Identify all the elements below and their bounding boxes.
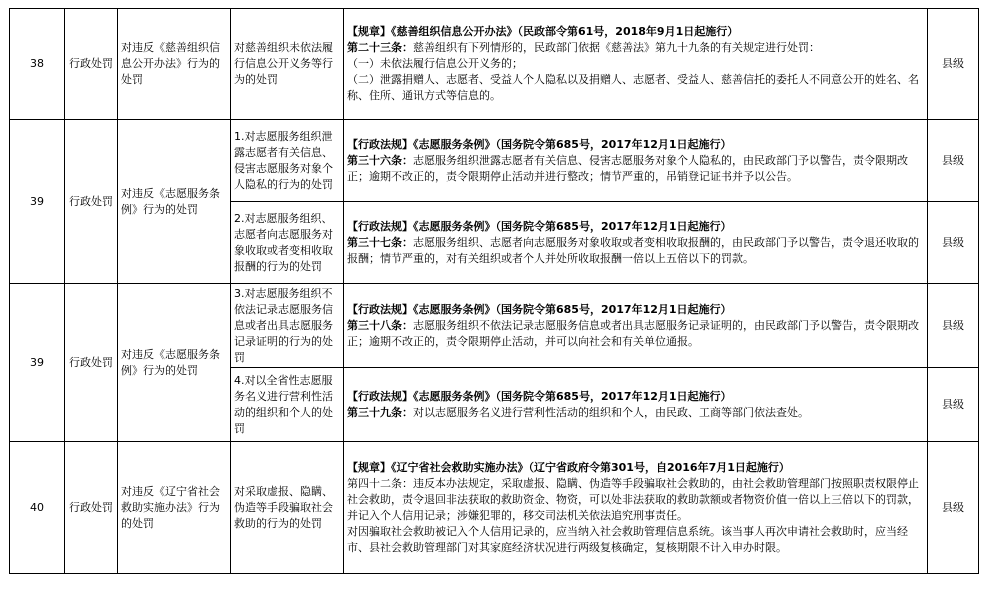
article-line: （二）泄露捐赠人、志愿者、受益人个人隐私以及捐赠人、志愿者、受益人、慈善信托的委托人不同意公开的姓名、名称、住所、通讯方式等信息的。: [347, 73, 919, 102]
penalty-subitem: 2.对志愿服务组织、志愿者向志愿服务对象收取或者变相收取报酬的行为的处罚: [231, 202, 344, 284]
authority-level: 县级: [928, 442, 979, 574]
table-row: [10, 284, 979, 368]
penalty-subitem: 对采取虚报、隐瞒、伪造等手段骗取社会救助的行为的处罚: [231, 442, 344, 574]
basis-head: 【行政法规】《志愿服务条例》（国务院令第685号，2017年12月1日起施行）: [347, 137, 732, 151]
article-text: 志愿服务组织泄露志愿者有关信息、侵害志愿服务对象个人隐私的，由民政部门予以警告，责令限期改正；逾期不改正的，责令限期停止活动并进行整改；情节严重的，吊销登记证书并予以公告。: [347, 153, 908, 183]
article-text: 志愿服务组织不依法记录志愿服务信息或者出具志愿服务记录证明的，由民政部门予以警告，责令限期改正；逾期不改正的，责令限期停止活动，并可以向社会和有关单位通报。: [347, 318, 919, 348]
article-text: 对因骗取社会救助被记入个人信用记录的，应当纳入社会救助管理信息系统。该当事人再次申请社会救助时，应当经市、县社会救助管理部门对其家庭经济状况进行两级复核确定，复核期限不计入申办时限。: [347, 524, 908, 554]
penalty-table: [9, 8, 979, 574]
article-text: 第四十二条：违反本办法规定，采取虚报、隐瞒、伪造等手段骗取社会救助的，由社会救助管理部门按照职责权限停止社会救助，责令退回非法获取的救助资金、物资，可以处非法获取的救助款额或者物资价值一倍以上三倍以下的罚款，并记入个人信用记录；涉嫌犯罪的，移交司法机关依法追究刑事责任。: [347, 476, 919, 522]
penalty-item: 对违反《志愿服务条例》行为的处罚: [118, 120, 231, 284]
penalty-item: 对违反《志愿服务条例》行为的处罚: [118, 284, 231, 442]
legal-basis: [344, 9, 928, 120]
legal-basis: [344, 368, 928, 442]
table-row: [10, 442, 979, 574]
authority-level: 县级: [928, 284, 979, 368]
article-line: （一）未依法履行信息公开义务的；: [347, 57, 523, 70]
article-title: 第三十九条：: [347, 405, 413, 419]
basis-head: 【规章】《慈善组织信息公开办法》（民政部令第61号，2018年9月1日起施行）: [347, 25, 739, 38]
penalty-type: 行政处罚: [65, 120, 118, 284]
basis-head: 【行政法规】《志愿服务条例》（国务院令第685号，2017年12月1日起施行）: [347, 302, 732, 316]
authority-level: 县级: [928, 9, 979, 120]
authority-level: 县级: [928, 202, 979, 284]
row-number: 38: [10, 9, 65, 120]
penalty-subitem: 1.对志愿服务组织泄露志愿者有关信息、侵害志愿服务对象个人隐私的行为的处罚: [231, 120, 344, 202]
penalty-type: 行政处罚: [65, 442, 118, 574]
legal-basis: [344, 442, 928, 574]
penalty-type: 行政处罚: [65, 284, 118, 442]
penalty-subitem: 4.对以全省性志愿服务名义进行营利性活动的组织和个人的处罚: [231, 368, 344, 442]
legal-basis: [344, 202, 928, 284]
row-number: 39: [10, 284, 65, 442]
row-number: 40: [10, 442, 65, 574]
row-number: 39: [10, 120, 65, 284]
penalty-item: 对违反《慈善组织信息公开办法》行为的处罚: [118, 9, 231, 120]
authority-level: 县级: [928, 120, 979, 202]
article-text: 慈善组织有下列情形的，民政部门依据《慈善法》第九十九条的有关规定进行处罚：: [413, 41, 820, 54]
penalty-subitem: 3.对志愿服务组织不依法记录志愿服务信息或者出具志愿服务记录证明的行为的处罚: [231, 284, 344, 368]
article-title: 第三十六条：: [347, 153, 413, 167]
article-title: 第三十八条：: [347, 318, 413, 332]
penalty-type: 行政处罚: [65, 9, 118, 120]
basis-head: 【行政法规】《志愿服务条例》（国务院令第685号，2017年12月1日起施行）: [347, 219, 732, 233]
penalty-subitem: 对慈善组织未依法履行信息公开义务等行为的处罚: [231, 9, 344, 120]
article-title: 第三十七条：: [347, 235, 413, 249]
table-row: [10, 9, 979, 120]
legal-basis: [344, 120, 928, 202]
article-text: 对以志愿服务名义进行营利性活动的组织和个人，由民政、工商等部门依法查处。: [413, 405, 809, 419]
penalty-item: 对违反《辽宁省社会救助实施办法》行为的处罚: [118, 442, 231, 574]
basis-head: 【行政法规】《志愿服务条例》（国务院令第685号，2017年12月1日起施行）: [347, 389, 732, 403]
authority-level: 县级: [928, 368, 979, 442]
article-title: 第二十三条：: [347, 41, 413, 54]
table-row: [10, 120, 979, 202]
legal-basis: [344, 284, 928, 368]
basis-head: 【规章】《辽宁省社会救助实施办法》（辽宁省政府令第301号，自2016年7月1日起施行）: [347, 460, 790, 474]
article-text: 志愿服务组织、志愿者向志愿服务对象收取或者变相收取报酬的，由民政部门予以警告，责令退还收取的报酬；情节严重的，对有关组织或者个人并处所收取报酬一倍以上五倍以下的罚款。: [347, 235, 919, 265]
